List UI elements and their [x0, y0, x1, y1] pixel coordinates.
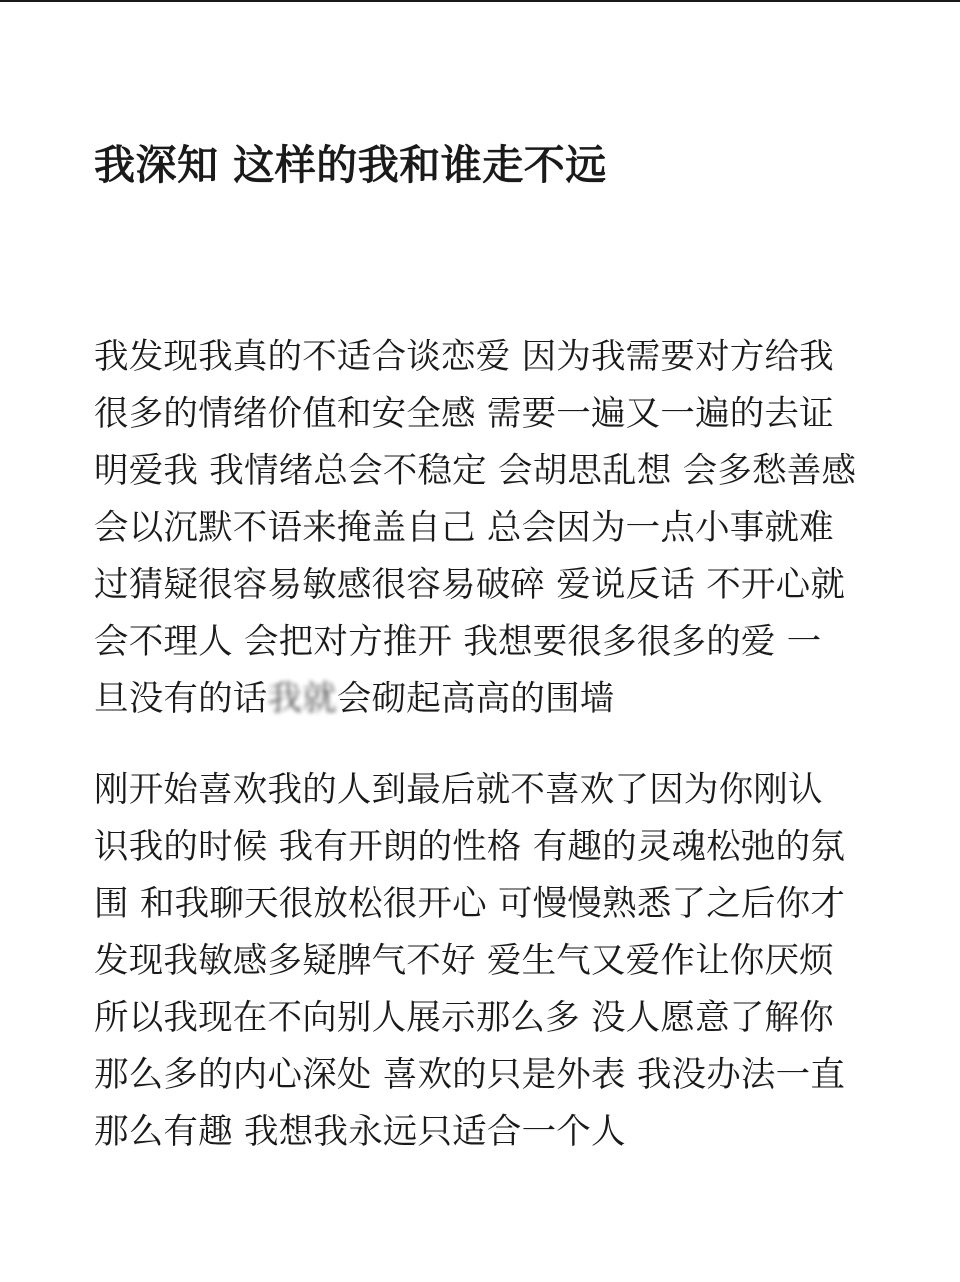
- paragraph-1: [94, 329, 874, 728]
- text-line: 过猜疑很容易敏感很容易破碎 爱说反话 不开心就: [94, 565, 846, 605]
- text-line: 我发现我真的不适合谈恋爱 因为我需要对方给我: [94, 337, 834, 377]
- text-line: 围 和我聊天很放松很开心 可慢慢熟悉了之后你才: [94, 884, 846, 924]
- paragraph-2: [94, 762, 874, 1161]
- text-line: 发现我敏感多疑脾气不好 爱生气又爱作让你厌烦: [94, 941, 834, 981]
- note-title: 我深知 这样的我和谁走不远: [94, 141, 607, 189]
- text-line: 明爱我 我情绪总会不稳定 会胡思乱想 会多愁善感: [94, 451, 857, 491]
- text-segment: 会砌起高高的围墙: [336, 679, 615, 719]
- text-line: 刚开始喜欢我的人到最后就不喜欢了因为你刚认: [94, 770, 823, 810]
- text-line: 所以我现在不向别人展示那么多 没人愿意了解你: [94, 998, 834, 1038]
- text-segment: 旦没有的话: [94, 679, 268, 719]
- text-line: 识我的时候 我有开朗的性格 有趣的灵魂松弛的氛: [94, 827, 846, 867]
- text-line: 那么多的内心深处 喜欢的只是外表 我没办法一直: [94, 1055, 846, 1095]
- text-line: 会不理人 会把对方推开 我想要很多很多的爱 一: [94, 622, 822, 662]
- text-line: 那么有趣 我想我永远只适合一个人: [94, 1112, 626, 1152]
- obscured-text: 我就: [267, 679, 337, 719]
- text-line: 会以沉默不语来掩盖自己 总会因为一点小事就难: [94, 508, 834, 548]
- text-line: 很多的情绪价值和安全感 需要一遍又一遍的去证: [94, 394, 834, 434]
- text-line-last: [94, 671, 874, 728]
